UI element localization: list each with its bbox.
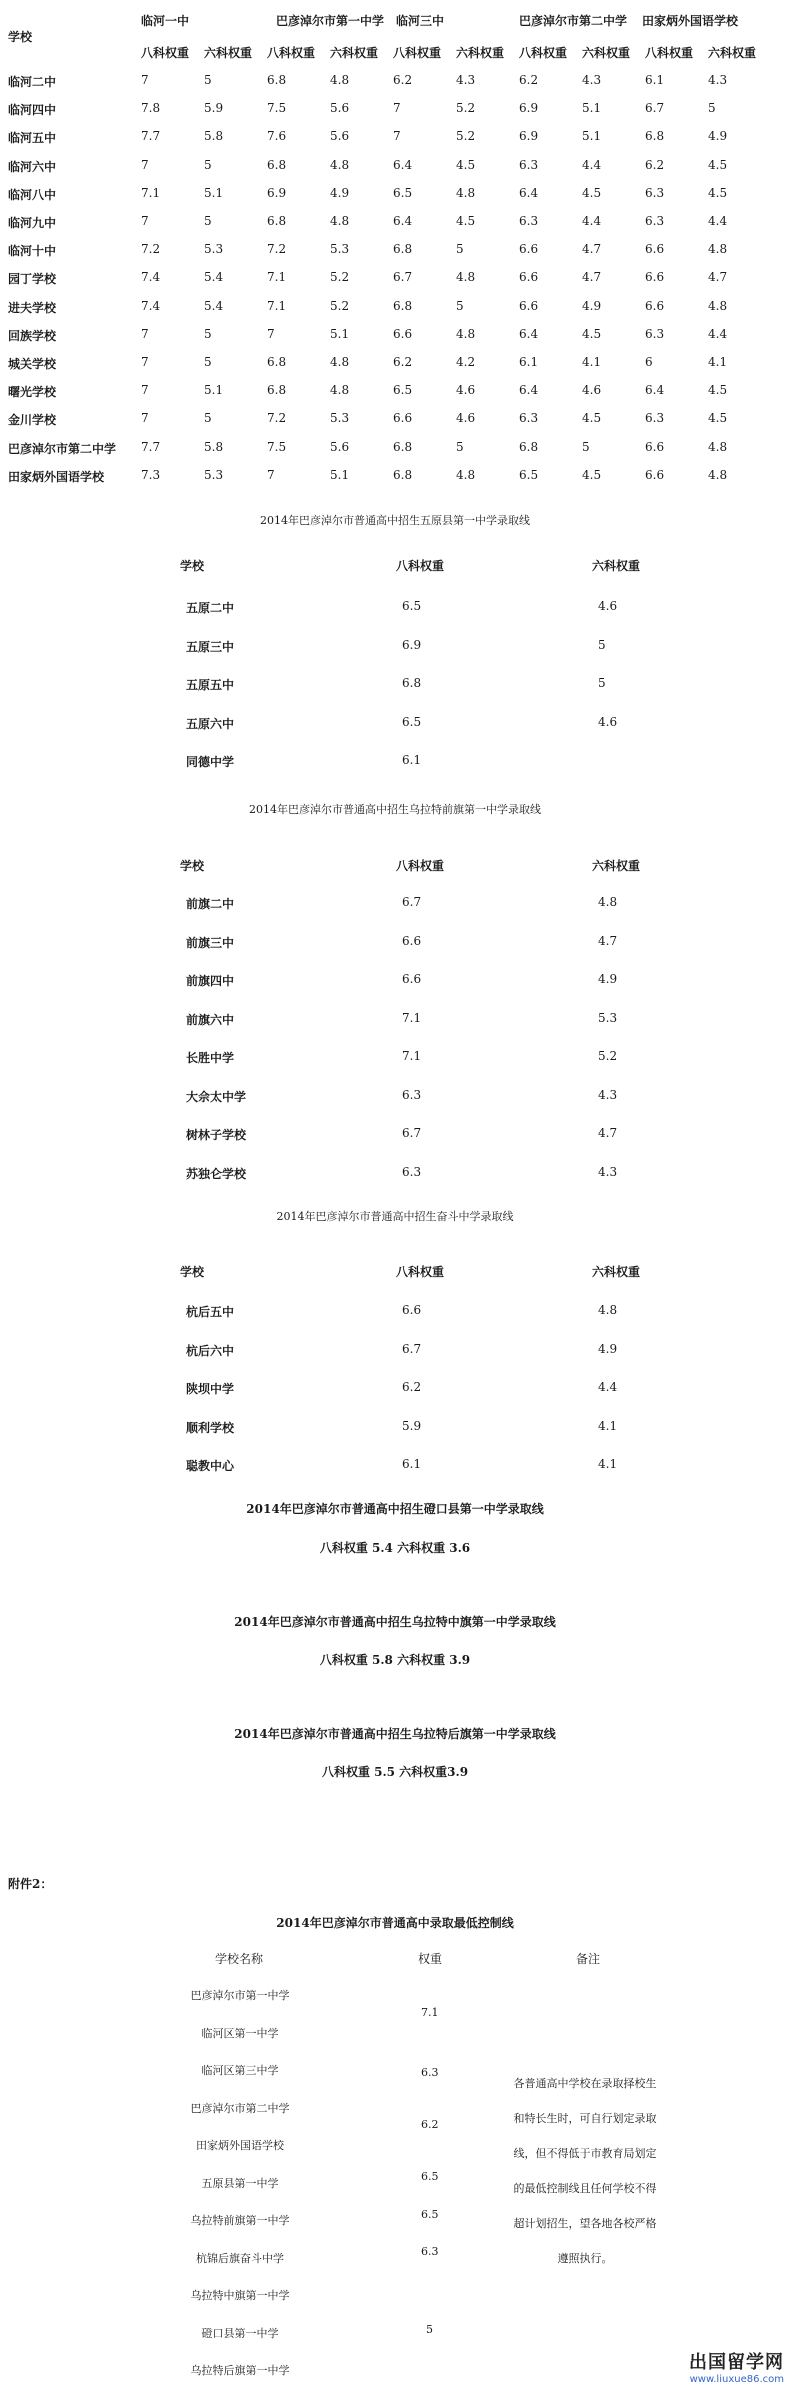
table1-group-2: 巴彦淖尔市第一中学 — [276, 14, 385, 28]
table1-cell: 4.4 — [582, 157, 602, 172]
table1-cell: 6.8 — [267, 157, 287, 172]
table1-row-school: 临河二中 — [8, 75, 57, 89]
table3-cell: 4.7 — [598, 1126, 618, 1140]
table4-cell: 6.2 — [402, 1380, 422, 1394]
table1-cell: 4.5 — [708, 411, 728, 426]
attachment-school: 杭锦后旗奋斗中学 — [196, 2251, 284, 2265]
table1-cell: 6.7 — [645, 101, 665, 116]
table1-cell: 6.8 — [645, 129, 665, 144]
table1-group-5: 田家炳外国语学校 — [642, 14, 739, 28]
table2-cell: 5 — [598, 676, 606, 690]
table1-cell: 5.1 — [330, 326, 350, 341]
table1-cell: 5 — [204, 157, 212, 172]
attachment-weight-2: 6.3 — [421, 2066, 439, 2079]
table1-sub-5: 八科权重 — [393, 46, 442, 60]
table1-cell: 5.9 — [204, 101, 224, 116]
table3-cell: 前旗三中 — [186, 935, 235, 950]
attachment-school: 乌拉特前旗第一中学 — [190, 2214, 290, 2227]
attachment-school: 田家炳外国语学校 — [196, 2139, 284, 2152]
table1-cell: 6.2 — [393, 355, 413, 369]
table1-cell: 5.6 — [330, 101, 350, 116]
table1-sub-1: 八科权重 — [141, 46, 190, 60]
table1-cell: 4.1 — [708, 355, 728, 369]
table3-cell: 6.6 — [402, 933, 422, 948]
table4-cell: 6.1 — [402, 1457, 422, 1471]
table1-cell: 4.8 — [456, 326, 476, 341]
table1-cell: 6.8 — [267, 73, 287, 87]
table1-cell: 4.5 — [708, 157, 728, 172]
table3-cell: 7.1 — [402, 1010, 422, 1025]
table1-cell: 7.4 — [141, 270, 161, 285]
attachment-school: 巴彦淖尔市第一中学 — [190, 1989, 290, 2002]
table1-cell: 6.6 — [519, 298, 539, 313]
table1-cell: 5 — [456, 298, 464, 313]
table1-cell: 6.1 — [519, 355, 539, 369]
table3-header: 六科权重 — [592, 859, 641, 873]
table1-cell: 6.6 — [393, 326, 413, 341]
table1-cell: 6.8 — [267, 383, 287, 398]
table1-cell: 4.8 — [330, 355, 350, 369]
table1-cell: 6.4 — [393, 214, 413, 228]
table1-row-school: 城关学校 — [8, 357, 57, 371]
table1-cell: 5.4 — [204, 298, 224, 313]
table1-cell: 6.4 — [519, 383, 539, 398]
attachment-header-name: 学校名称 — [215, 1952, 264, 1966]
table1-cell: 4.8 — [708, 467, 728, 482]
attachment-header-note: 备注 — [576, 1952, 601, 1966]
table1-cell: 5.1 — [204, 383, 224, 398]
table1-school-header: 学校 — [8, 30, 33, 44]
table3-cell: 前旗六中 — [186, 1012, 235, 1027]
table1-cell: 7.7 — [141, 439, 161, 454]
table1-cell: 6.3 — [645, 411, 665, 426]
attachment-weight-6: 6.3 — [421, 2245, 439, 2258]
table1-cell: 6.6 — [645, 242, 665, 257]
table1-cell: 4.5 — [456, 157, 476, 172]
table4-cell: 杭后六中 — [186, 1343, 235, 1358]
table1-cell: 4.8 — [456, 270, 476, 285]
table4-cell: 4.8 — [598, 1303, 618, 1317]
table1-row-school: 临河八中 — [8, 187, 57, 202]
table2-cell: 五原二中 — [186, 601, 235, 615]
table3-cell: 6.7 — [402, 1126, 422, 1140]
table1-sub-6: 六科权重 — [456, 46, 505, 60]
attachment-school: 乌拉特中旗第一中学 — [190, 2289, 290, 2302]
table1-sub-9: 八科权重 — [645, 46, 694, 60]
table4-cell: 5.9 — [402, 1418, 422, 1433]
table2-cell: 4.6 — [598, 714, 618, 729]
table1-cell: 6.5 — [519, 467, 539, 482]
table1-cell: 5.3 — [330, 411, 350, 426]
table2-cell: 6.5 — [402, 714, 422, 729]
table1-cell: 7 — [141, 411, 149, 426]
table1-cell: 5.2 — [330, 298, 350, 313]
table1-cell: 4.5 — [582, 411, 602, 426]
table1-cell: 4.5 — [708, 185, 728, 200]
summary-2-title: 2014年巴彦淖尔市普通高中招生乌拉特中旗第一中学录取线 — [234, 1615, 556, 1629]
table1-cell: 4.6 — [456, 411, 476, 426]
table1-cell: 5 — [204, 326, 212, 341]
table1-cell: 6.3 — [645, 185, 665, 200]
table3-cell: 前旗二中 — [186, 897, 235, 911]
table1-cell: 6.6 — [519, 242, 539, 257]
table4-header: 八科权重 — [396, 1265, 445, 1279]
table1-group-4: 巴彦淖尔市第二中学 — [519, 14, 628, 28]
site-logo-url: www.liuxue86.com — [689, 2374, 784, 2385]
table1-sub-7: 八科权重 — [519, 46, 568, 60]
table1-cell: 7.1 — [267, 298, 287, 313]
attachment-school: 磴口县第一中学 — [201, 2326, 279, 2340]
table4-cell: 4.1 — [598, 1457, 618, 1471]
table1-cell: 6.9 — [519, 129, 539, 144]
table1-cell: 4.6 — [582, 383, 602, 398]
table1-cell: 4.3 — [456, 73, 476, 87]
table1-cell: 6.9 — [267, 185, 287, 200]
table2-cell: 6.5 — [402, 599, 422, 613]
table1-row-school: 临河四中 — [8, 103, 57, 118]
table3-cell: 树林子学校 — [186, 1128, 247, 1142]
table3-cell: 5.2 — [598, 1049, 618, 1063]
table1-cell: 4.8 — [708, 298, 728, 313]
table1-cell: 6.6 — [645, 270, 665, 285]
table1-cell: 6.8 — [393, 467, 413, 482]
attachment-weight-5: 6.5 — [421, 2208, 439, 2221]
table4-header: 六科权重 — [592, 1265, 641, 1279]
table1-cell: 7.6 — [267, 129, 287, 144]
table1-row-school: 回族学校 — [8, 328, 57, 343]
table1-row-school: 园丁学校 — [8, 272, 57, 287]
table1-cell: 7 — [141, 73, 149, 87]
table3-cell: 6.7 — [402, 895, 422, 909]
table1-cell: 4.8 — [330, 383, 350, 398]
table1-cell: 6.2 — [645, 157, 665, 172]
table1-cell: 4.9 — [330, 185, 350, 200]
table1-cell: 5.4 — [204, 270, 224, 285]
summary-2-line: 八科权重 5.8 六科权重 3.9 — [319, 1653, 471, 1667]
table2-title: 2014年巴彦淖尔市普通高中招生五原县第一中学录取线 — [260, 514, 530, 527]
table4-title: 2014年巴彦淖尔市普通高中招生奋斗中学录取线 — [276, 1210, 514, 1223]
table1-cell: 7.4 — [141, 298, 161, 313]
table1-cell: 4.3 — [708, 73, 728, 87]
table3-cell: 大佘太中学 — [186, 1089, 247, 1104]
table1-cell: 4.5 — [582, 467, 602, 482]
table4-cell: 6.6 — [402, 1303, 422, 1317]
table1-cell: 7.2 — [267, 411, 287, 426]
table1-cell: 5.1 — [330, 467, 350, 482]
table1-cell: 5 — [204, 355, 212, 369]
table1-cell: 6.4 — [393, 157, 413, 172]
table4-cell: 顺利学校 — [186, 1420, 235, 1435]
table1-cell: 6.6 — [645, 467, 665, 482]
table1-cell: 6.2 — [519, 73, 539, 87]
table1-sub-2: 六科权重 — [204, 46, 253, 60]
table3-header: 学校 — [180, 859, 205, 873]
table1-cell: 6.4 — [645, 383, 665, 398]
table3-cell: 6.6 — [402, 972, 422, 986]
attachment-weight-1: 7.1 — [421, 2006, 439, 2019]
table1-row-school: 临河六中 — [8, 159, 57, 174]
table1-cell: 6.3 — [519, 157, 539, 172]
table3-cell: 6.3 — [402, 1164, 422, 1179]
table1-cell: 5 — [456, 242, 464, 257]
table3-header: 八科权重 — [396, 859, 445, 873]
table3-cell: 4.3 — [598, 1087, 618, 1102]
table1-cell: 4.8 — [330, 157, 350, 172]
table3-cell: 苏独仑学校 — [186, 1166, 247, 1181]
table1-cell: 6.8 — [393, 242, 413, 257]
table1-cell: 6.8 — [267, 355, 287, 369]
table3-cell: 4.8 — [598, 895, 618, 909]
table1-cell: 5.6 — [330, 439, 350, 454]
table1-cell: 4.4 — [582, 214, 602, 228]
table1-row-school: 临河十中 — [8, 244, 57, 259]
table1-group-1: 临河一中 — [141, 14, 190, 28]
table1-row-school: 进夫学校 — [8, 300, 57, 315]
attachment-school: 五原县第一中学 — [201, 2176, 279, 2190]
table1-cell: 5.8 — [204, 129, 224, 144]
table2-cell: 6.8 — [402, 676, 422, 690]
table1-cell: 7.7 — [141, 129, 161, 144]
table1-cell: 5.8 — [204, 439, 224, 454]
table1-group-3: 临河三中 — [396, 14, 445, 28]
table1-row-school: 田家炳外国语学校 — [8, 469, 105, 484]
table1-cell: 7 — [141, 355, 149, 369]
table2-header: 八科权重 — [396, 559, 445, 573]
table4-cell: 杭后五中 — [186, 1305, 235, 1319]
table2-header: 六科权重 — [592, 559, 641, 573]
table1-cell: 6.5 — [393, 383, 413, 398]
attachment-note-line: 遵照执行。 — [557, 2252, 613, 2265]
table2-header: 学校 — [180, 559, 205, 573]
table1-row-school: 巴彦淖尔市第二中学 — [8, 441, 117, 456]
table1-row-school: 临河五中 — [8, 131, 57, 146]
table1-cell: 7.2 — [141, 242, 161, 257]
table1-cell: 5 — [456, 439, 464, 454]
table4-cell: 4.1 — [598, 1418, 618, 1433]
site-logo-brand: 出国留学网 — [689, 2352, 784, 2373]
table1-cell: 6.9 — [519, 101, 539, 116]
table1-cell: 4.3 — [582, 73, 602, 87]
table2-cell: 4.6 — [598, 599, 618, 613]
attachment-title: 2014年巴彦淖尔市普通高中录取最低控制线 — [276, 1916, 514, 1930]
table1-cell: 7.1 — [141, 185, 161, 200]
table2-cell: 同德中学 — [186, 755, 235, 769]
table1-cell: 4.8 — [330, 73, 350, 87]
table1-cell: 4.4 — [708, 326, 728, 341]
table1-cell: 7 — [141, 326, 149, 341]
summary-3-line: 八科权重 5.5 六科权重3.9 — [321, 1765, 469, 1779]
table1-sub-3: 八科权重 — [267, 46, 316, 60]
table3-cell: 4.9 — [598, 972, 618, 986]
table1-cell: 5 — [204, 73, 212, 87]
attachment-school: 临河区第一中学 — [201, 2026, 279, 2040]
attachment-note-line: 和特长生时，可自行划定录取 — [513, 2112, 657, 2125]
table1-sub-4: 六科权重 — [330, 46, 379, 60]
attachment-note-line: 线，但不得低于市教育局划定 — [513, 2147, 657, 2160]
table1-cell: 7.8 — [141, 101, 161, 116]
table1-cell: 6.4 — [519, 326, 539, 341]
table1-cell: 5.1 — [582, 101, 602, 116]
table3-cell: 7.1 — [402, 1049, 422, 1063]
table4-cell: 4.4 — [598, 1380, 618, 1394]
table2-cell: 5 — [598, 637, 606, 652]
table1-cell: 4.7 — [708, 270, 728, 285]
table1-cell: 5 — [204, 214, 212, 228]
table1-cell: 4.8 — [456, 467, 476, 482]
table1-cell: 7 — [141, 214, 149, 228]
table1-cell: 6.8 — [267, 214, 287, 228]
table1-cell: 6.1 — [645, 73, 665, 87]
table1-cell: 7.2 — [267, 242, 287, 257]
table1-cell: 4.5 — [582, 185, 602, 200]
table3-cell: 4.7 — [598, 933, 618, 948]
table3-cell: 5.3 — [598, 1010, 618, 1025]
table1-cell: 5 — [582, 439, 590, 454]
table1-cell: 6.2 — [393, 73, 413, 87]
table1-row-school: 金川学校 — [8, 413, 57, 428]
table1-cell: 5.3 — [204, 242, 224, 257]
attachment-note-line: 超计划招生，望各地各校严格 — [513, 2217, 657, 2230]
table1-cell: 6.8 — [393, 439, 413, 454]
table4-cell: 陕坝中学 — [186, 1382, 235, 1396]
table1-cell: 4.8 — [708, 242, 728, 257]
table1-cell: 5.2 — [456, 101, 476, 116]
table1-cell: 5.2 — [330, 270, 350, 285]
attachment-header-weight: 权重 — [418, 1952, 443, 1966]
attachment-label: 附件2： — [8, 1877, 53, 1891]
table3-cell: 前旗四中 — [186, 974, 235, 988]
table1-cell: 7 — [267, 326, 275, 341]
table2-cell: 五原五中 — [186, 678, 235, 692]
attachment-weight-3: 6.2 — [421, 2118, 439, 2131]
table1-cell: 6.6 — [645, 439, 665, 454]
table1-cell: 4.9 — [582, 298, 602, 313]
attachment-weight-7: 5 — [426, 2323, 433, 2336]
table1-cell: 7 — [393, 129, 401, 144]
table1-cell: 5.1 — [204, 185, 224, 200]
table1-cell: 7.3 — [141, 467, 161, 482]
table1-cell: 6.8 — [519, 439, 539, 454]
table1-cell: 5.6 — [330, 129, 350, 144]
attachment-school: 乌拉特后旗第一中学 — [190, 2364, 290, 2377]
table1-cell: 4.7 — [582, 270, 602, 285]
table1-cell: 4.8 — [708, 439, 728, 454]
table1-cell: 6.3 — [519, 214, 539, 228]
table1-cell: 6.3 — [519, 411, 539, 426]
table1-cell: 4.5 — [456, 214, 476, 228]
table3-cell: 长胜中学 — [186, 1051, 235, 1065]
table1-cell: 7 — [267, 467, 275, 482]
table1-cell: 6.6 — [645, 298, 665, 313]
table1-cell: 4.6 — [456, 383, 476, 398]
table1-cell: 6.3 — [645, 214, 665, 228]
table1-cell: 4.5 — [708, 383, 728, 398]
table1-cell: 4.1 — [582, 355, 602, 369]
table1-cell: 7 — [141, 383, 149, 398]
attachment-note-line: 的最低控制线且任何学校不得 — [513, 2182, 657, 2195]
summary-1-line: 八科权重 5.4 六科权重 3.6 — [319, 1541, 471, 1555]
table1-cell: 5.3 — [204, 467, 224, 482]
summary-3-title: 2014年巴彦淖尔市普通高中招生乌拉特后旗第一中学录取线 — [234, 1727, 556, 1741]
table1-cell: 7 — [393, 101, 401, 116]
table1-cell: 7.1 — [267, 270, 287, 285]
table4-header: 学校 — [180, 1265, 205, 1279]
table2-cell: 6.9 — [402, 637, 422, 652]
table1-cell: 4.7 — [582, 242, 602, 257]
table1-cell: 6.5 — [393, 185, 413, 200]
table1-cell: 5 — [204, 411, 212, 426]
table4-cell: 4.9 — [598, 1341, 618, 1356]
site-logo — [689, 2348, 784, 2385]
table1-cell: 7.5 — [267, 439, 287, 454]
table1-cell: 6.8 — [393, 298, 413, 313]
table1-sub-8: 六科权重 — [582, 46, 631, 60]
table1-cell: 5.3 — [330, 242, 350, 257]
attachment-weight-4: 6.5 — [421, 2170, 439, 2183]
table1-cell: 6 — [645, 355, 653, 369]
attachment-school: 巴彦淖尔市第二中学 — [190, 2101, 290, 2115]
table1-cell: 5.2 — [456, 129, 476, 144]
table1-cell: 6.4 — [519, 185, 539, 200]
table1-cell: 5.1 — [582, 129, 602, 144]
table3-cell: 6.3 — [402, 1087, 422, 1102]
table3-title: 2014年巴彦淖尔市普通高中招生乌拉特前旗第一中学录取线 — [249, 803, 541, 816]
table1-cell: 4.8 — [330, 214, 350, 228]
table1-row-school: 曙光学校 — [8, 385, 57, 400]
table1-cell: 7 — [141, 157, 149, 172]
table1-cell: 6.6 — [519, 270, 539, 285]
table1-cell: 4.5 — [582, 326, 602, 341]
table2-cell: 五原三中 — [186, 639, 235, 654]
table1-cell: 4.8 — [456, 185, 476, 200]
table2-cell: 6.1 — [402, 753, 422, 767]
table3-cell: 4.3 — [598, 1164, 618, 1179]
attachment-note-line: 各普通高中学校在录取择校生 — [513, 2077, 657, 2090]
table1-sub-10: 六科权重 — [708, 46, 757, 60]
table1-cell: 6.6 — [393, 411, 413, 426]
table1-cell: 7.5 — [267, 101, 287, 116]
table2-cell: 五原六中 — [186, 716, 235, 731]
table1-cell: 4.9 — [708, 129, 728, 144]
table1-cell: 5 — [708, 101, 716, 116]
table1-cell: 6.3 — [645, 326, 665, 341]
table4-cell: 6.7 — [402, 1341, 422, 1356]
table1-row-school: 临河九中 — [8, 216, 57, 230]
table1-cell: 6.7 — [393, 270, 413, 285]
table1-cell: 4.4 — [708, 214, 728, 228]
table1-cell: 4.2 — [456, 355, 476, 369]
summary-1-title: 2014年巴彦淖尔市普通高中招生磴口县第一中学录取线 — [246, 1502, 544, 1516]
attachment-school: 临河区第三中学 — [201, 2064, 279, 2077]
table4-cell: 聪教中心 — [186, 1459, 235, 1473]
